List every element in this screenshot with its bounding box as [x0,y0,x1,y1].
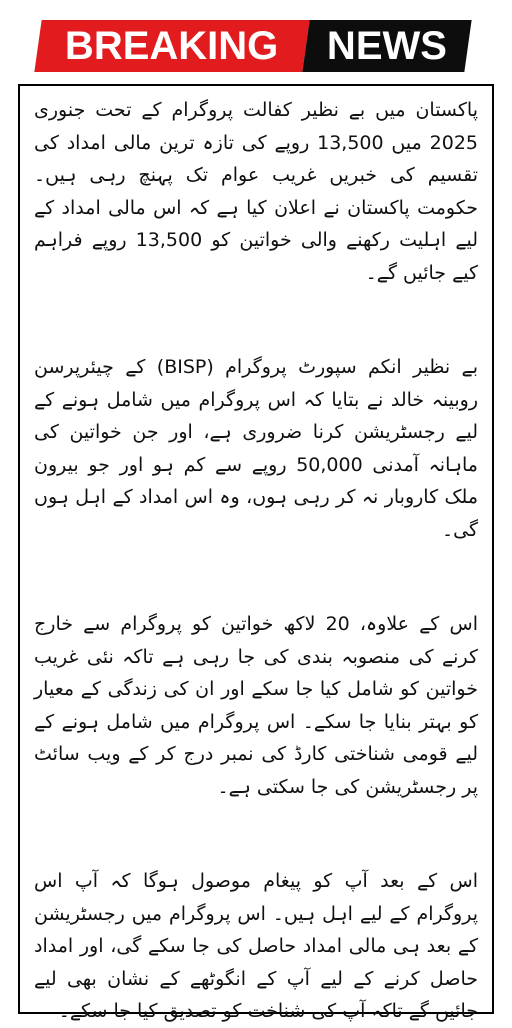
news-label-box [302,20,471,72]
article-box [18,84,494,1022]
article-paragraph: بے نظیر انکم سپورٹ پروگرام (BISP) کے چیئرپرسن روبینہ خالد نے بتایا کہ اس پروگرام میں شامل ہونے کے لیے رجسٹریشن کرنا ضروری ہے، اور جن خواتین کی ماہانہ آمدنی 50,000 روپے سے کم ہو اور جو بیرون ملک کاروبار نہ کر رہی ہوں، وہ اس امداد کے اہل ہوں گی۔ [34,356,478,541]
article-paragraph: پاکستان میں بے نظیر کفالت پروگرام کے تحت جنوری 2025 میں 13,500 روپے کی تازہ ترین مالی امداد کی تقسیم کی خبریں غریب عوام تک پہنچ رہی ہیں۔ حکومت پاکستان نے اعلان کیا ہے کہ اس مالی امداد کے لیے اہلیت رکھنے والی خواتین کو 13,500 روپے فراہم کیے جائیں گے۔ [34,99,479,284]
news-label: NEWS [327,23,447,68]
breaking-label: BREAKING [65,23,279,68]
breaking-label-box [34,20,309,72]
article-paragraph: اس کے بعد آپ کو پیغام موصول ہوگا کہ آپ اس پروگرام کے لیے اہل ہیں۔ اس پروگرام میں رجسٹریشن کے بعد ہی مالی امداد حاصل کی جا سکے گی، اور امداد حاصل کرنے کے لیے آپ کے انگوٹھے کے نشان بھی لیے جائیں گے تاکہ آپ کی شناخت کو تصدیق کیا جا سکے۔ [34,870,478,1022]
breaking-news-banner [34,20,471,72]
article-paragraph: اس کے علاوہ، 20 لاکھ خواتین کو پروگرام سے خارج کرنے کی منصوبہ بندی کی جا رہی ہے تاکہ نئی غریب خواتین کو شامل کیا جا سکے اور ان کی زندگی کے معیار کو بہتر بنایا جا سکے۔ اس پروگرام میں شامل ہونے کے لیے قومی شناختی کارڈ کی نمبر درج کر کے ویب سائٹ پر رجسٹریشن کی جا سکتی ہے۔ [34,613,478,798]
